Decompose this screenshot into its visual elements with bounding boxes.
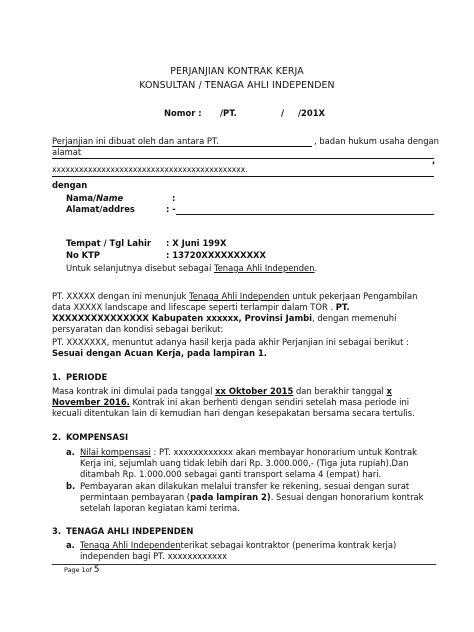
section2-b-line2: permintaan pembayaran (pada lampiran 2). Sesuai dengan honorarium kontrak bbox=[80, 492, 424, 502]
selanjutnya-term: Tenaga Ahli Independen bbox=[213, 263, 315, 273]
page-footer: Page 1of 5 bbox=[64, 565, 100, 575]
section3-number: 3. bbox=[52, 526, 62, 536]
nomor-part2: / bbox=[281, 108, 285, 118]
section1-number: 1. bbox=[52, 372, 62, 382]
intro-comma: , bbox=[432, 155, 436, 165]
section2-number: 2. bbox=[52, 432, 62, 442]
pengambilan-line1: PT. XXXXX dengan ini menunjuk Tenaga Ahli Independen untuk pekerjaan Pengambilan bbox=[52, 291, 418, 301]
section2-a-term: Nilai kompensasi bbox=[80, 447, 151, 457]
ktp-value: : 13720XXXXXXXXXX bbox=[166, 250, 266, 260]
document-title: PERJANJIAN KONTRAK KERJA bbox=[170, 66, 304, 77]
intro-line1-left: Perjanjian ini dibuat oleh dan antara PT. bbox=[52, 136, 219, 146]
selanjutnya-line: Untuk selanjutnya disebut sebagai Tenaga Ahli Independen. bbox=[66, 263, 318, 273]
section3-a-letter: a. bbox=[66, 540, 75, 550]
intro-line3: xxxxxxxxxxxxxxxxxxxxxxxxxxxxxxxxxxxxxxxxxxx. bbox=[52, 165, 248, 174]
dengan-label: dengan bbox=[52, 180, 88, 190]
nama-colon: : bbox=[172, 193, 176, 203]
section1-heading: PERIODE bbox=[66, 372, 108, 382]
section2-a-line2: Kerja ini, sejumlah uang tidak lebih dari Rp. 3.000.000,- (Tiga juta rupiah).Dan bbox=[80, 458, 409, 468]
section2-b-letter: b. bbox=[66, 481, 76, 491]
intro-line2-underline bbox=[52, 158, 434, 159]
ttl-label: Tempat / Tgl Lahir bbox=[66, 238, 151, 248]
intro-line1-underline bbox=[52, 146, 312, 147]
pengambilan-term: Tenaga Ahli Independen bbox=[189, 291, 290, 301]
nama-label: Nama/Name bbox=[66, 193, 124, 203]
section1-end-date: November 2016. bbox=[52, 397, 130, 407]
menuntut-line1: PT. XXXXXXX, menuntut adanya hasil kerja pada akhir Perjanjian ini sebagai berikut : bbox=[52, 337, 409, 347]
pengambilan-line3: XXXXXXXXXXXXXXX Kabupaten xxxxxx, Provinsi Jambi, dengan memenuhi bbox=[52, 313, 397, 323]
nomor-part3: /201X bbox=[298, 108, 325, 118]
section2-heading: KOMPENSASI bbox=[66, 432, 129, 442]
ktp-label: No KTP bbox=[66, 250, 101, 260]
section2-b-line3: setelah laporan kegiatan kami terima. bbox=[80, 503, 240, 513]
section1-start-date: xx Oktober 2015 bbox=[215, 386, 294, 396]
section1-line3: kecuali ditentukan lain di kemudian hari dengan kesepakatan bersama secara tertulis. bbox=[52, 408, 415, 418]
section2-a-line1: Nilai kompensasi : PT. xxxxxxxxxxxx akan membayar honorarium untuk Kontrak bbox=[80, 447, 417, 457]
section3-heading: TENAGA AHLI INDEPENDEN bbox=[66, 526, 194, 536]
section3-a-line1: Tenaga Ahli Independenterikat sebagai kontraktor (penerima kontrak kerja) bbox=[80, 540, 397, 550]
footer-divider bbox=[52, 564, 436, 565]
pengambilan-line4: persyaratan dan kondisi sebagai berikut: bbox=[52, 324, 224, 334]
section1-line1: Masa kontrak ini dimulai pada tanggal xx Oktober 2015 dan berakhir tanggal x bbox=[52, 386, 392, 396]
nomor-part1: /PT. bbox=[220, 108, 237, 118]
ttl-value: : X Juni 199X bbox=[166, 238, 227, 248]
section2-a-letter: a. bbox=[66, 447, 75, 457]
intro-line2: alamat bbox=[52, 147, 82, 157]
nama-label-italic: Name bbox=[96, 193, 124, 203]
intro-line3-underline bbox=[52, 176, 434, 177]
nomor-label: Nomor : bbox=[164, 108, 202, 118]
page-total: 5 bbox=[93, 565, 100, 575]
alamat-colon: : - bbox=[166, 204, 176, 214]
alamat-label: Alamat/addres bbox=[66, 204, 135, 214]
section2-a-line3: ditambah Rp. 1.000.000 sebagai ganti transport selama 4 (empat) hari. bbox=[80, 469, 382, 479]
section3-a-line2: independen bagi PT. xxxxxxxxxxxx bbox=[80, 551, 228, 561]
menuntut-line2: Sesuai dengan Acuan Kerja, pada lampiran 1. bbox=[52, 348, 267, 358]
section2-b-line1: Pembayaran akan dilakukan melalui transfer ke rekening, sesuai dengan surat bbox=[80, 481, 410, 491]
document-subtitle: KONSULTAN / TENAGA AHLI INDEPENDEN bbox=[139, 80, 335, 91]
intro-line1-right: , badan hukum usaha dengan bbox=[314, 136, 439, 146]
pengambilan-line2: data XXXXX landscape and lifescape seperti terlampir dalam TOR . PT. bbox=[52, 302, 350, 312]
section3-a-term: Tenaga Ahli Independen bbox=[80, 540, 181, 550]
section1-line2: November 2016. Kontrak ini akan berhenti dengan sendiri setelah masa periode ini bbox=[52, 397, 410, 407]
alamat-underline bbox=[176, 214, 434, 215]
